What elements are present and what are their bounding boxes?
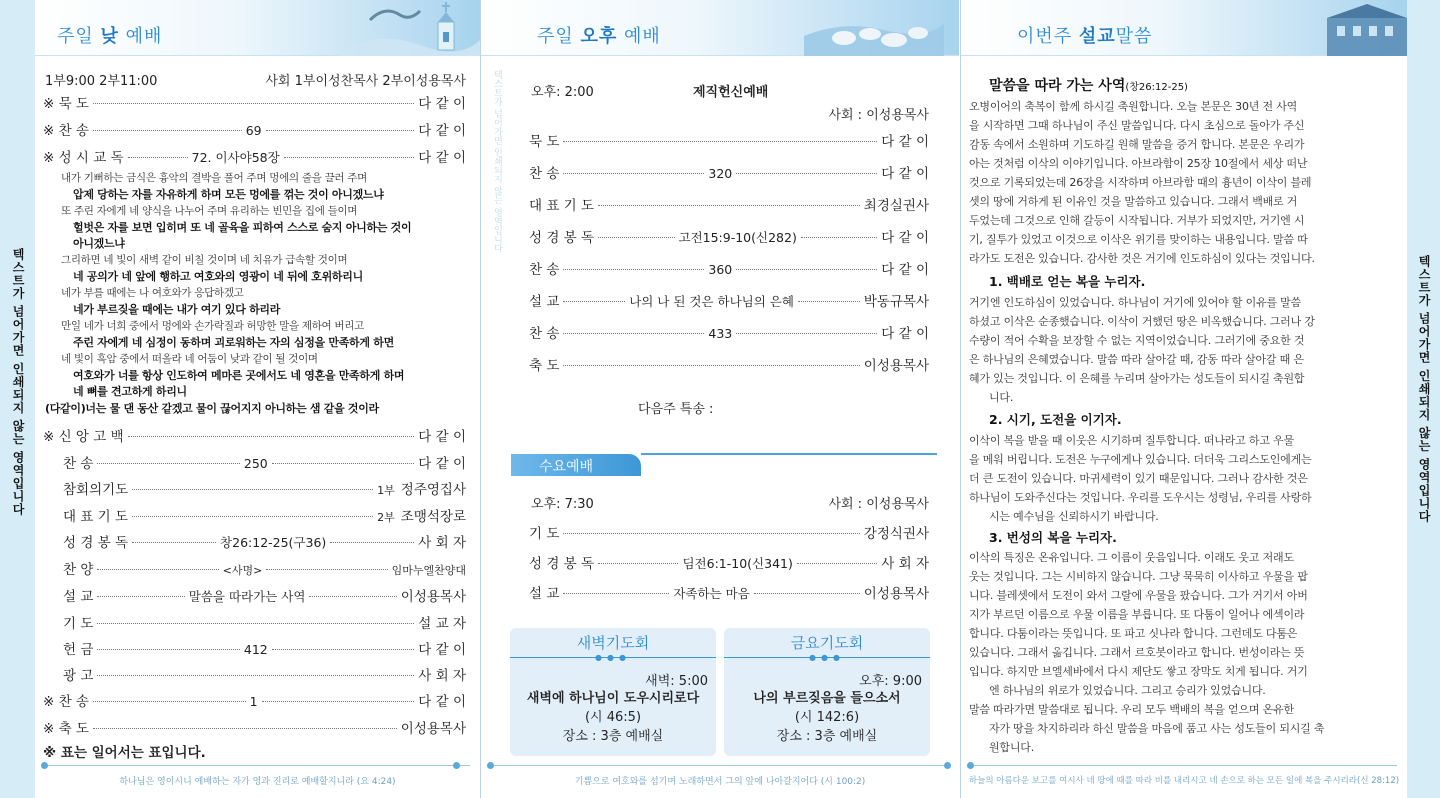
- sermon-line: 말씀 따라가면 말씀대로 됩니다. 우리 모두 백배의 복을 얻으며 온유한: [969, 703, 1294, 716]
- sermon-line: 원합니다.: [989, 741, 1035, 754]
- sermon-title: 말씀을 따라 가는 사역(창26:12-25): [989, 78, 1188, 94]
- responsive-reading-line: 헐벗은 자를 보면 입히며 또 네 골육을 피하여 스스로 숨지 아니하는 것이: [73, 221, 412, 234]
- order-item: 헌 금 412 다 같 이: [63, 642, 467, 658]
- margin-notice: 텍스트가 넘어가면 인쇄되지 않는 영역입니다: [11, 248, 25, 516]
- prayer-place: 장소 : 3층 예배실: [776, 729, 878, 744]
- order-item: 기 도 설 교 자: [63, 616, 466, 632]
- order-item: ※ 신 앙 고 백 다 같 이: [43, 429, 466, 445]
- standing-note: ※ 표는 일어서는 표입니다.: [43, 745, 206, 761]
- sermon-line: 엔 하나님의 위로가 있었습니다. 그리고 승리가 있었습니다.: [989, 684, 1266, 697]
- panel-header: [481, 0, 959, 56]
- responsive-reading-line: 네 뼈를 견고하게 하리니: [73, 385, 187, 398]
- footer-rule: [493, 765, 949, 766]
- footer-dot: [487, 762, 494, 769]
- prayer-topic: 새벽에 하나님이 도우시리로다: [526, 691, 700, 706]
- prayer-time: 오후: 9:00: [859, 674, 922, 689]
- sermon-line: 니다.: [989, 391, 1014, 404]
- sermon-line: 기, 질투가 있었고 이것으로 이삭은 위기를 맞이하는 내용입니다. 말씀 따: [969, 233, 1308, 246]
- order-item: 찬 송 250 다 같 이: [63, 456, 467, 472]
- responsive-reading-line: 또 주린 자에게 네 양식을 나누어 주며 유리하는 빈민을 집에 들이며: [61, 205, 358, 217]
- panel-title: 주일 오후 예배: [537, 26, 661, 47]
- sermon-point-heading: 1. 백배로 얻는 복을 누리자.: [989, 274, 1146, 289]
- order-item: 참회의기도 1부 정주영집사: [63, 482, 466, 498]
- responsive-reading-line: 만일 네가 너희 중에서 멍에와 손가락질과 허망한 말을 제하여 버리고: [61, 320, 364, 332]
- panel-title: 주일 낮 예배: [57, 26, 163, 47]
- footer-verse: 하늘의 아름다운 보고를 여시사 네 땅에 때를 따라 비를 내리시고 네 손으로 하는 모든 일에 복을 주시리라(신 28:12): [968, 776, 1400, 786]
- sunday-morning-panel: [35, 0, 480, 798]
- sermon-line: 하나님이 도와주신다는 것입니다. 우리를 도우시는 성령님, 우리를 사랑하: [969, 491, 1312, 504]
- sermon-panel: [961, 0, 1407, 798]
- responsive-reading-line: 네 공의가 네 앞에 행하고 여호와의 영광이 네 뒤에 호위하리니: [73, 270, 363, 283]
- sermon-line: 을 시작하면 그때 하나님이 주신 말씀입니다. 다시 초심으로 돌아가 주신: [969, 119, 1305, 132]
- order-item: ※ 묵 도 다 같 이: [43, 96, 466, 112]
- order-item: 설 교 말씀을 따라가는 사역 이성용목사: [63, 589, 466, 605]
- service-times: 1부9:00 2부11:00: [45, 74, 158, 89]
- order-item: 찬 송 433 다 같 이: [529, 326, 930, 342]
- panel-header: [35, 0, 480, 56]
- sermon-line: 감동 속에서 소원하며 기도하길 원해 말씀을 증거 합니다. 본문은 우리가: [969, 138, 1305, 151]
- order-item: 광 고 사 회 자: [63, 668, 466, 684]
- footer-dot: [944, 762, 951, 769]
- responsive-reading-line: 주린 자에게 네 심정이 동하며 괴로워하는 자의 심정을 만족하게 하면: [73, 336, 394, 349]
- responsive-reading-line: 네가 부르짖을 때에는 내가 여기 있다 하리라: [73, 303, 281, 316]
- sermon-line: 두었는데 그것으로 인해 갈등이 시작됩니다. 거부가 되었지만, 거기엔 시: [969, 214, 1305, 227]
- order-item: 설 교 자족하는 마음 이성용목사: [529, 586, 929, 602]
- order-item: 설 교 나의 나 된 것은 하나님의 은혜 박동규목사: [529, 294, 929, 310]
- order-item: 대 표 기 도 2부 조맹석장로: [63, 509, 466, 525]
- responsive-reading-line: 내가 기뻐하는 금식은 흉악의 결박을 풀어 주며 멍에의 줄을 끌러 주며: [61, 172, 367, 184]
- sermon-line: 수량이 적어 수확을 보장할 수 없는 지역이었습니다. 그러기에 중요한 것: [969, 334, 1305, 347]
- sermon-line: 지가 부르던 이름으로 우물 이름을 부릅니다. 또 다툼이 일어나 에섹이라: [969, 608, 1305, 621]
- sermon-line: 자가 땅을 차지하리라 하신 말씀을 마음에 품고 사는 성도들이 되시길 축: [989, 722, 1325, 735]
- sermon-line: 합니다. 다툼이라는 뜻입니다. 또 파고 싯나라 합니다. 그런데도 다툼은: [969, 627, 1298, 640]
- sermon-point-heading: 3. 번성의 복을 누리자.: [989, 530, 1117, 545]
- sunday-afternoon-panel: [481, 0, 959, 798]
- order-item: 축 도 이성용목사: [529, 358, 929, 374]
- order-item: 성 경 봉 독 창26:12-25(구36) 사 회 자: [63, 535, 467, 551]
- wed-presider: 사회 : 이성용목사: [828, 497, 929, 512]
- sermon-line: 이삭의 특징은 온유입니다. 그 이름이 웃음입니다. 이래도 웃고 저래도: [969, 551, 1294, 564]
- sermon-line: 시는 예수님을 신뢰하시기 바랍니다.: [989, 510, 1159, 523]
- church-illustration: [340, 0, 480, 56]
- service-name: 제직헌신예배: [693, 85, 769, 100]
- wednesday-service-tab: 수요예배: [511, 454, 641, 476]
- sermon-line: 은 하나님의 은혜였습니다. 말씀 따라 살아갈 때, 감동 따라 살아갈 때 은: [969, 353, 1304, 366]
- footer-dot: [41, 762, 48, 769]
- sheep-illustration: [789, 0, 959, 56]
- responsive-reading-line: 압제 당하는 자를 자유하게 하며 모든 멍에를 꺾는 것이 아니겠느냐: [73, 188, 384, 201]
- sermon-line: 하셨고 이삭은 순종했습니다. 이삭이 거했던 땅은 비옥했습니다. 그러나 강: [969, 315, 1315, 328]
- sermon-line: 라가도 도전은 있습니다. 감사한 것은 거기에 인도하심이 있다는 것입니다.: [969, 252, 1315, 265]
- sermon-line: 아는 것처럼 이삭의 이야기입니다. 아브라함이 25장 10절에서 세상 떠난: [969, 157, 1308, 170]
- prayer-time: 새벽: 5:00: [645, 674, 708, 689]
- sermon-point-heading: 2. 시기, 도전을 이기자.: [989, 412, 1122, 427]
- friday-prayer-box: [724, 628, 930, 756]
- right-margin-band: [1407, 0, 1440, 798]
- order-item: ※ 찬 송 69 다 같 이: [43, 123, 467, 139]
- sermon-line: 더 큰 도전이 있습니다. 마귀세력이 있기 때문입니다. 그러나 감사한 것은: [969, 472, 1308, 485]
- responsive-reading-line: 네가 부를 때에는 나 여호와가 응답하겠고: [61, 287, 244, 299]
- footer-rule: [47, 765, 470, 766]
- prayer-ref: (시 142:6): [794, 710, 860, 725]
- order-item: 찬 송 320 다 같 이: [529, 166, 930, 182]
- responsive-reading-line: (다같이)너는 물 댄 동산 같겠고 물이 끊어지지 아니하는 샘 같을 것이라: [45, 402, 379, 415]
- box-title: 금요기도회: [790, 634, 864, 652]
- prayer-place: 장소 : 3층 예배실: [562, 729, 664, 744]
- dawn-prayer-box: [510, 628, 716, 756]
- church-building-illustration: [1267, 0, 1407, 56]
- panel-title: 이번주 설교말씀: [1017, 26, 1153, 47]
- sermon-line: 이삭이 복을 받을 때 이웃은 시기하며 질투합니다. 떠나라고 하고 우물: [969, 434, 1294, 447]
- sermon-line: 것으로 기록되었는데 26장을 시작하며 아브라함 때의 흉년이 이삭이 블레: [969, 176, 1312, 189]
- sermon-line: 있습니다. 그래서 옮깁니다. 그래서 르호봇이라고 합니다. 번성이라는 뜻: [969, 646, 1305, 659]
- sermon-line: 입니다. 하지만 브엘세바에서 다시 제단도 쌓고 장막도 치게 됩니다. 거기: [969, 665, 1308, 678]
- prayer-ref: (시 46:5): [584, 710, 642, 725]
- next-week-special: 다음주 특송 :: [638, 402, 714, 417]
- sermon-line: 오병이어의 축복이 함께 하시길 축원합니다. 오늘 본문은 30년 전 사역: [969, 100, 1298, 113]
- footer-verse: 하나님은 영이시니 예배하는 자가 영과 진리로 예배할지니라 (요 4:24): [119, 777, 396, 787]
- order-item: 대 표 기 도 최경실권사: [529, 198, 929, 214]
- footer-dot: [453, 762, 460, 769]
- footer-dot: [967, 762, 974, 769]
- left-margin-band: [0, 0, 35, 798]
- order-item: ※ 축 도 이성용목사: [43, 721, 466, 737]
- box-title: 새벽기도회: [576, 634, 650, 652]
- wed-time: 오후: 7:30: [531, 497, 594, 512]
- order-item: 찬 송 360 다 같 이: [529, 262, 930, 278]
- section-rule: [641, 453, 937, 455]
- footer-rule: [973, 765, 1397, 766]
- box-dots: ●●●: [595, 653, 631, 662]
- order-item: 묵 도 다 같 이: [529, 134, 929, 150]
- prayer-topic: 나의 부르짖음을 들으소서: [753, 691, 901, 706]
- service-time: 오후: 2:00: [531, 85, 594, 100]
- order-item: 기 도 강정식권사: [529, 526, 929, 542]
- responsive-reading-line: 여호와가 너를 항상 인도하여 메마른 곳에서도 네 영혼을 만족하게 하며: [73, 369, 405, 382]
- sermon-line: 을 메워 버립니다. 도전은 누구에게나 있습니다. 더더욱 그리스도인에게는: [969, 453, 1312, 466]
- order-item: 성 경 봉 독 고전15:9-10(신282) 다 같 이: [529, 230, 929, 246]
- responsive-reading-line: 아니겠느냐: [73, 237, 125, 250]
- order-item: 성 경 봉 독 딤전6:1-10(신341) 사 회 자: [529, 556, 930, 572]
- sermon-line: 거기엔 인도하심이 있었습니다. 하나님이 거기에 있어야 할 이유를 말씀: [969, 296, 1302, 309]
- sermon-line: 니다. 블레셋에서 도전이 와서 그랄에 우물을 팠습니다. 그가 거기서 아버: [969, 589, 1308, 602]
- footer-verse: 기쁨으로 여호와를 섬기며 노래하면서 그의 앞에 나아갈지어다 (시 100:2): [574, 777, 866, 787]
- order-item: 찬 양 <사명> 임마누엘찬양대: [63, 562, 467, 578]
- presider: 사회 1부이성찬목사 2부이성용목사: [265, 74, 466, 89]
- order-item: ※ 찬 송 1 다 같 이: [43, 694, 466, 710]
- panel-header: [961, 0, 1407, 56]
- box-dots: ●●●: [809, 653, 845, 662]
- sermon-line: 셋의 땅에 거하게 된 이유인 것을 말씀하고 있습니다. 그래서 백배로 거: [969, 195, 1298, 208]
- responsive-reading-line: 네 빛이 흑암 중에서 떠올라 네 어둠이 낮과 같이 될 것이며: [61, 353, 318, 365]
- presider: 사회 : 이성용목사: [828, 108, 929, 123]
- order-item: ※ 성 시 교 독 72. 이사야58장 다 같 이: [43, 150, 466, 166]
- faint-watermark-text: 텍스트가 넘어가면 인쇄되지 않는 영역입니다: [492, 70, 502, 253]
- margin-notice-right: 텍스트가 넘어가면 인쇄되지 않는 영역입니다: [1417, 255, 1431, 523]
- sermon-line: 혜가 있는 것입니다. 이 은혜를 누리며 살아가는 성도들이 되시길 축원합: [969, 372, 1305, 385]
- sermon-line: 웃는 것입니다. 그는 시비하지 않습니다. 그냥 묵묵히 이사하고 우물을 팝: [969, 570, 1308, 583]
- responsive-reading-line: 그리하면 네 빛이 새벽 같이 비칠 것이며 네 치유가 급속할 것이며: [61, 254, 348, 266]
